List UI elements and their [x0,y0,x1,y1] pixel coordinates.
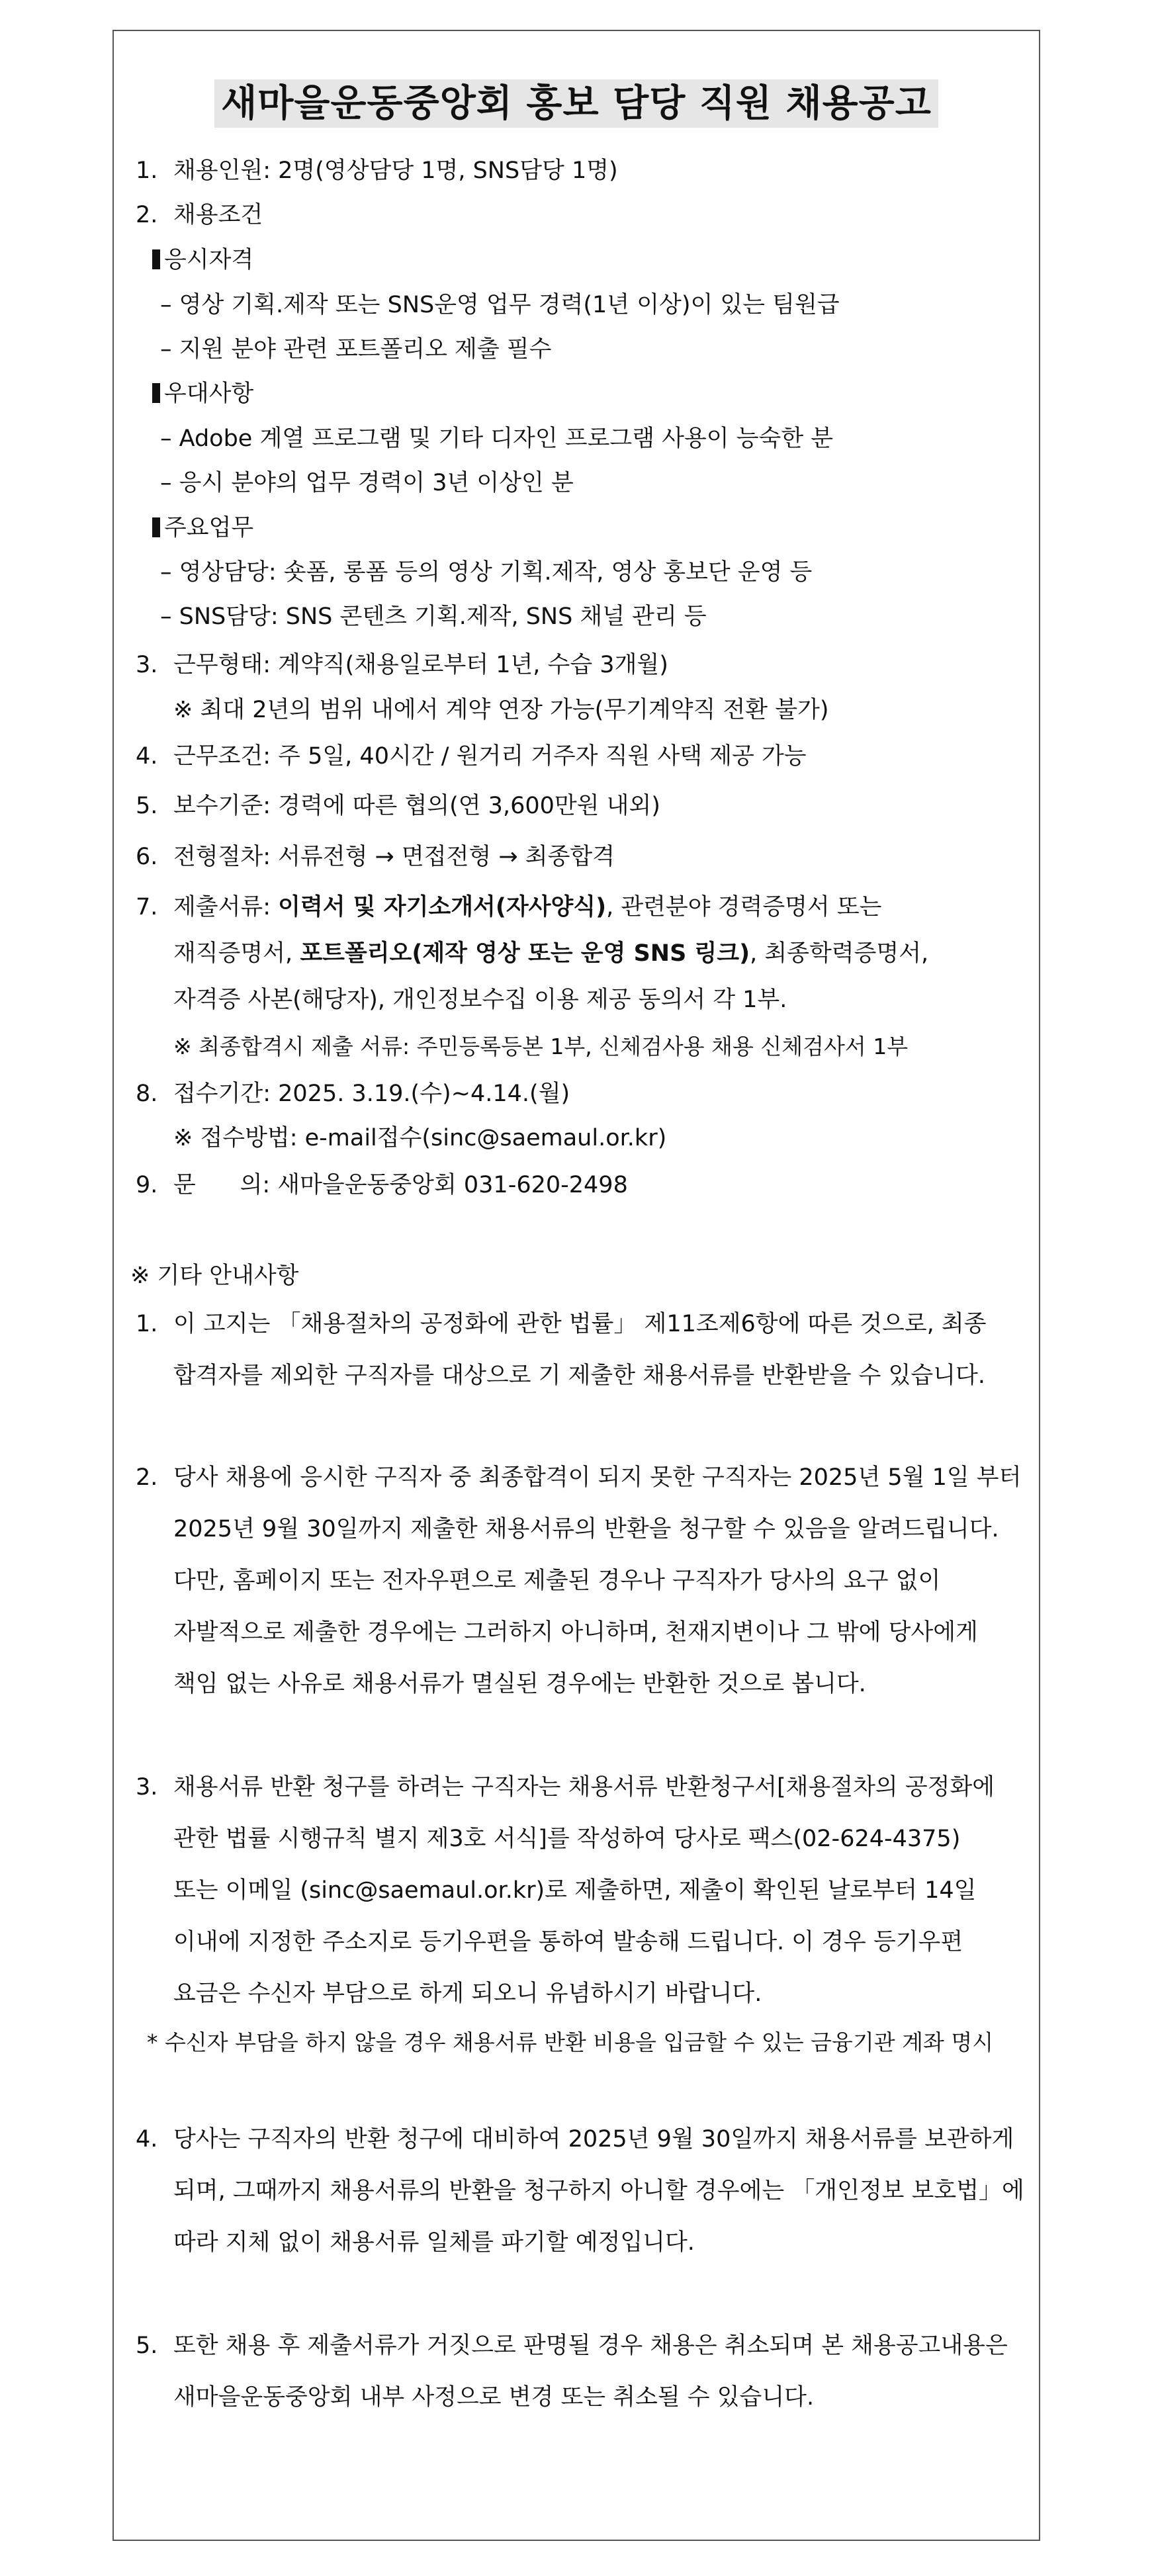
subhead-duties: 주요업무 [152,514,253,542]
item-3-note: ※ 최대 2년의 범위 내에서 계약 연장 가능(무기계약직 전환 불가) [173,697,829,723]
page-title [114,74,1039,127]
preference-1: – Adobe 계열 프로그램 및 기타 디자인 프로그램 사용이 능숙한 분 [160,425,834,452]
item-8: 8. 접수기간: 2025. 3.19.(수)~4.14.(월) [136,1081,570,1107]
duty-2: – SNS담당: SNS 콘텐츠 기획.제작, SNS 채널 관리 등 [160,603,707,630]
etc-5-line1: 5. 또한 채용 후 제출서류가 거짓으로 판명될 경우 채용은 취소되며 본 채용공고내용은 [136,2332,1008,2359]
resume-required: 이력서 및 자기소개서(자사양식) [278,894,607,920]
etc-4-line1: 4. 당사는 구직자의 반환 청구에 대비하여 2025년 9월 30일까지 채용서류를 보관하게 [136,2126,1014,2153]
item-3: 3. 근무형태: 계약직(채용일로부터 1년, 수습 3개월) [136,652,668,678]
notice-frame [112,30,1040,2541]
item-2: 2. 채용조건 [136,202,263,228]
qualification-1: – 영상 기획.제작 또는 SNS운영 업무 경력(1년 이상)이 있는 팀원급 [160,292,840,318]
etc-3-line3: 또는 이메일 (sinc@saemaul.or.kr)로 제출하면, 제출이 확인된 날로부터 14일 [173,1877,977,1904]
portfolio-required: 포트폴리오(제작 영상 또는 운영 SNS 링크) [300,940,750,967]
item-9: 9. 문 의: 새마을운동중앙회 031-620-2498 [136,1172,628,1198]
etc-3-line4: 이내에 지정한 주소지로 등기우편을 통하여 발송해 드립니다. 이 경우 등기우편 [173,1929,963,1955]
item-1: 1. 채용인원: 2명(영상담당 1명, SNS담당 1명) [136,157,618,184]
etc-heading: ※ 기타 안내사항 [130,1263,299,1289]
title-text: 새마을운동중앙회 홍보 담당 직원 채용공고 [214,79,938,128]
item-7-note: ※ 최종합격시 제출 서류: 주민등록등본 1부, 신체검사용 채용 신체검사서 1부 [173,1034,909,1059]
etc-2-line5: 책임 없는 사유로 채용서류가 멸실된 경우에는 반환한 것으로 봅니다. [173,1671,866,1697]
item-8-note: ※ 접수방법: e-mail접수(sinc@saemaul.or.kr) [173,1125,667,1151]
etc-4-line2: 되며, 그때까지 채용서류의 반환을 청구하지 아니할 경우에는 「개인정보 보호법」에 [173,2178,1024,2204]
subhead-preference: 우대사항 [152,380,253,408]
duty-1: – 영상담당: 숏폼, 롱폼 등의 영상 기획.제작, 영상 홍보단 운영 등 [160,559,813,586]
preference-2: – 응시 분야의 업무 경력이 3년 이상인 분 [160,470,574,496]
item-4: 4. 근무조건: 주 5일, 40시간 / 원거리 거주자 직원 사택 제공 가능 [136,743,807,770]
square-bullet-icon [152,517,160,537]
square-bullet-icon [152,249,160,269]
item-5: 5. 보수기준: 경력에 따른 협의(연 3,600만원 내외) [136,793,660,819]
item-6: 6. 전형절차: 서류전형 → 면접전형 → 최종합격 [136,844,615,870]
etc-1-line2: 합격자를 제외한 구직자를 대상으로 기 제출한 채용서류를 반환받을 수 있습니다. [173,1362,985,1389]
etc-3-note: * 수신자 부담을 하지 않을 경우 채용서류 반환 비용을 입금할 수 있는 금융기관 계좌 명시 [147,2029,994,2055]
etc-5-line2: 새마을운동중앙회 내부 사정으로 변경 또는 취소될 수 있습니다. [173,2384,815,2411]
etc-1-line1: 1. 이 고지는 「채용절차의 공정화에 관한 법률」 제11조제6항에 따른 것으로, 최종 [136,1311,987,1337]
etc-2-line2: 2025년 9월 30일까지 제출한 채용서류의 반환을 청구할 수 있음을 알려드립니다. [173,1516,999,1542]
etc-4-line3: 따라 지체 없이 채용서류 일체를 파기할 예정입니다. [173,2229,695,2256]
qualification-2: – 지원 분야 관련 포트폴리오 제출 필수 [160,336,552,363]
subhead-qualification: 응시자격 [152,246,253,274]
etc-2-line4: 자발적으로 제출한 경우에는 그러하지 아니하며, 천재지변이나 그 밖에 당사에게 [173,1619,978,1646]
square-bullet-icon [152,383,160,403]
etc-2-line3: 다만, 홈페이지 또는 전자우편으로 제출된 경우나 구직자가 당사의 요구 없이 [173,1568,941,1594]
etc-3-line1: 3. 채용서류 반환 청구를 하려는 구직자는 채용서류 반환청구서[채용절차의 공정화에 [136,1774,995,1800]
item-7-line3: 자격증 사본(해당자), 개인정보수집 이용 제공 동의서 각 1부. [173,987,787,1013]
etc-3-line5: 요금은 수신자 부담으로 하게 되오니 유념하시기 바랍니다. [173,1980,762,2007]
item-7: 7. 제출서류: 이력서 및 자기소개서(자사양식), 관련분야 경력증명서 또는 [136,894,882,920]
item-7-line2: 재직증명서, 포트폴리오(제작 영상 또는 운영 SNS 링크), 최종학력증명서, [173,940,929,967]
etc-3-line2: 관한 법률 시행규칙 별지 제3호 서식]를 작성하여 당사로 팩스(02-624-4375) [173,1826,961,1852]
etc-2-line1: 2. 당사 채용에 응시한 구직자 중 최종합격이 되지 못한 구직자는 2025년 5월 1일 부터 [136,1464,1022,1491]
